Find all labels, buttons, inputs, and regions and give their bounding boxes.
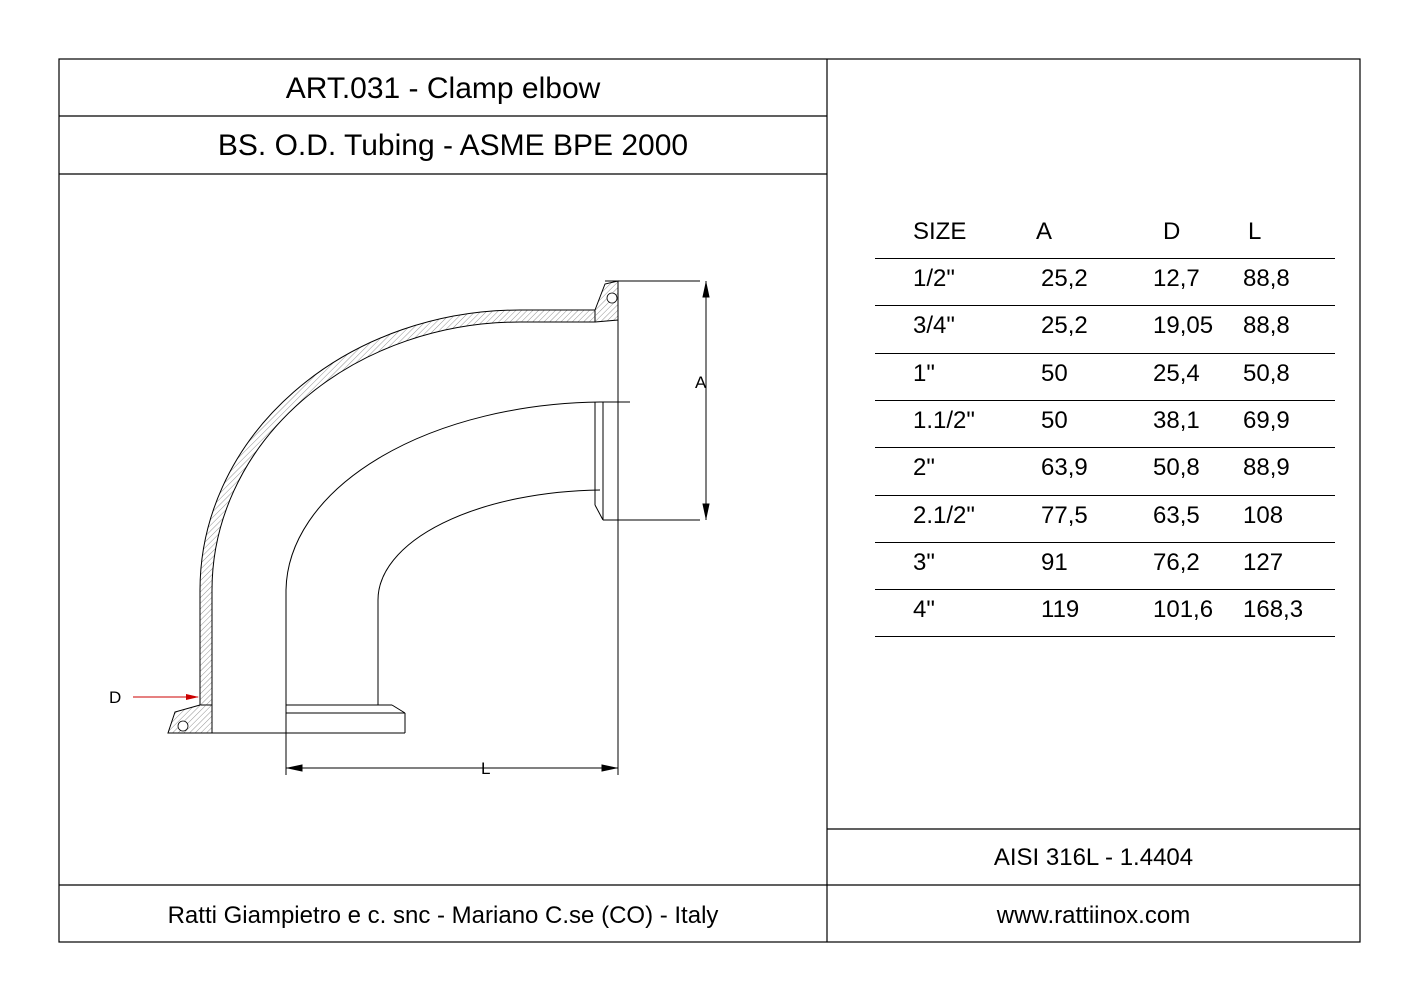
- table-cell: 88,8: [1243, 312, 1290, 339]
- table-cell: 91: [1041, 549, 1068, 576]
- table-cell: 88,9: [1243, 454, 1290, 481]
- table-cell: 127: [1243, 549, 1284, 576]
- table-cell: 19,05: [1153, 312, 1214, 339]
- table-cell: 63,9: [1041, 454, 1088, 481]
- material-spec: AISI 316L - 1.4404: [993, 844, 1194, 871]
- table-cell: 50: [1041, 360, 1068, 387]
- page-subtitle: BS. O.D. Tubing - ASME BPE 2000: [217, 129, 689, 162]
- table-cell: 1": [913, 360, 935, 387]
- table-cell: 69,9: [1243, 407, 1290, 434]
- table-cell: 3/4": [913, 312, 955, 339]
- table-cell: 12,7: [1153, 265, 1200, 292]
- table-cell: 168,3: [1243, 596, 1304, 623]
- table-cell: 4": [913, 596, 935, 623]
- table-cell: 88,8: [1243, 265, 1290, 292]
- table-cell: 2": [913, 454, 935, 481]
- table-cell: 3": [913, 549, 935, 576]
- table-cell: 2.1/2": [913, 502, 975, 529]
- table-cell: 63,5: [1153, 502, 1200, 529]
- table-cell: 1.1/2": [913, 407, 975, 434]
- table-cell: 76,2: [1153, 549, 1200, 576]
- website-link[interactable]: www.rattiinox.com: [996, 902, 1191, 929]
- page-title: ART.031 - Clamp elbow: [285, 72, 601, 105]
- table-cell: 119: [1041, 596, 1080, 623]
- dimension-d-label: D: [109, 688, 122, 707]
- table-cell: 38,1: [1153, 407, 1200, 434]
- dimension-a-label: A: [695, 373, 707, 392]
- table-cell: 25,4: [1153, 360, 1200, 387]
- table-cell: 50,8: [1153, 454, 1200, 481]
- table-cell: 25,2: [1041, 265, 1088, 292]
- dimension-l-label: L: [481, 759, 491, 778]
- col-header-a: A: [1036, 218, 1053, 245]
- table-cell: 25,2: [1041, 312, 1088, 339]
- table-cell: 108: [1243, 502, 1284, 529]
- table-cell: 50: [1041, 407, 1068, 434]
- table-cell: 50,8: [1243, 360, 1290, 387]
- table-cell: 101,6: [1153, 596, 1214, 623]
- col-header-l: L: [1248, 218, 1262, 245]
- table-cell: 1/2": [913, 265, 955, 292]
- table-cell: 77,5: [1041, 502, 1088, 529]
- col-header-size: SIZE: [913, 218, 967, 245]
- company-name: Ratti Giampietro e c. snc - Mariano C.se (CO) - Italy: [167, 902, 719, 929]
- col-header-d: D: [1163, 218, 1181, 245]
